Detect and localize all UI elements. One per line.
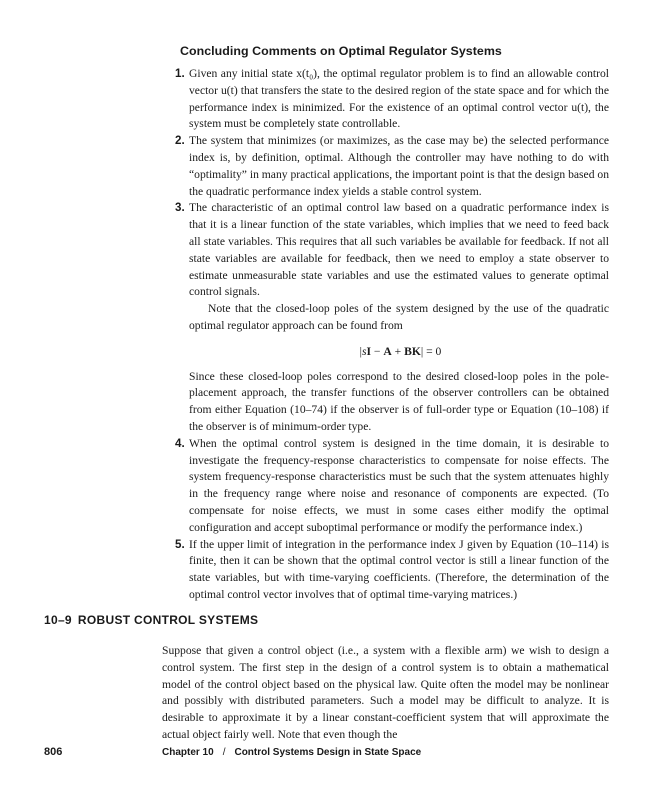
section-title-text: ROBUST CONTROL SYSTEMS <box>77 613 259 627</box>
running-footer <box>162 747 421 758</box>
item-note: Note that the closed-loop poles of the system designed by the use of the quadratic optimal regulator approach can be found from <box>189 302 609 332</box>
equation <box>189 344 609 361</box>
section-title <box>44 613 264 627</box>
equation-BK: BK <box>404 344 421 358</box>
item-number: 2. <box>175 134 185 148</box>
item-number: 5. <box>175 537 185 551</box>
item-number: 3. <box>175 201 185 215</box>
numbered-list <box>175 66 609 604</box>
list-item <box>175 133 609 200</box>
section-heading: Concluding Comments on Optimal Regulator Systems <box>180 44 502 58</box>
equation-A: A <box>383 344 392 358</box>
body-paragraph: Suppose that given a control object (i.e., a system with a flexible arm) we wish to design a control system. The first step in the design of a control system is to obtain a mathematical model of the control object based on the physical law. Quite often the model may be nonlinear and possibly with distributed parameters. Such a model may be difficult to analyze. It is desirable to approximate it by a linear constant-coefficient system that will approximate the actual object fairly well. Note that even though the <box>162 644 609 741</box>
item-number: 4. <box>175 436 185 450</box>
item-text: When the optimal control system is designed in the time domain, it is desirable to investigate the frequency-response characteristics to compensate for noise effects. The system frequency-response characteristics must be such that the system attenuates highly in the frequency range where noise and resonance of components are expected. (To compensate for noise effects, we must in some cases either modify the optimal configuration and accept suboptimal performance or modify the performance index.) <box>189 436 609 534</box>
item-text: The system that minimizes (or maximizes, as the case may be) the selected performance index is, by definition, optimal. Although the controller may have nothing to do with “optimality” in many practical applications, the important point is that the design based on the quadratic performance index yields a stable control system. <box>189 134 609 198</box>
equation-close: | = 0 <box>420 344 442 358</box>
equation-open: | <box>359 344 362 358</box>
item-after-text: Since these closed-loop poles correspond to the desired closed-loop poles in the pole-placement approach, the transfer functions of the observer controllers can be obtained from either Equation (10–74) if the observer is of full-order type or Equation (10–108) if the observer is of minimum-order type. <box>189 369 609 433</box>
item-text: If the upper limit of integration in the performance index J given by Equation (10–114) is finite, then it can be shown that the optimal control vector is still a linear function of the state variables, but with time-varying coefficients. (Therefore, the determination of the optimal control vector involves that of optimal time-varying matrices.) <box>189 537 609 601</box>
equation-plus: + <box>391 344 405 358</box>
item-number: 1. <box>175 67 185 80</box>
equation-I: I <box>366 344 372 358</box>
list-item <box>175 436 609 537</box>
footer-separator: / <box>222 747 226 758</box>
list-item <box>175 200 609 435</box>
list-item <box>175 537 609 604</box>
list-item <box>175 66 609 133</box>
page-footer <box>0 746 653 762</box>
equation-minus: − <box>371 344 384 358</box>
page-number: 806 <box>44 746 63 758</box>
equation-s: s <box>362 344 367 358</box>
item-text: Given any initial state x(t₀), the optimal regulator problem is to find an allowable control vector u(t) that transfers the state to the desired region of the state space and for which the performance index is minimized. For the existence of an optimal control vector u(t), the system must be completely state controllable. <box>189 67 609 131</box>
chapter-label: Chapter 10 <box>162 747 214 758</box>
section-number: 10–9 <box>44 613 72 627</box>
item-text: The characteristic of an optimal control law based on a quadratic performance index is that it is a linear function of the state variables, which implies that we need to feed back all state variables. This requires that all such variables be available for feedback. If not all state variables are available for feedback, then we need to employ a state observer to estimate unmeasurable state variables and use the estimated values to generate optimal control signals. <box>189 201 609 299</box>
chapter-title: Control Systems Design in State Space <box>234 747 422 758</box>
